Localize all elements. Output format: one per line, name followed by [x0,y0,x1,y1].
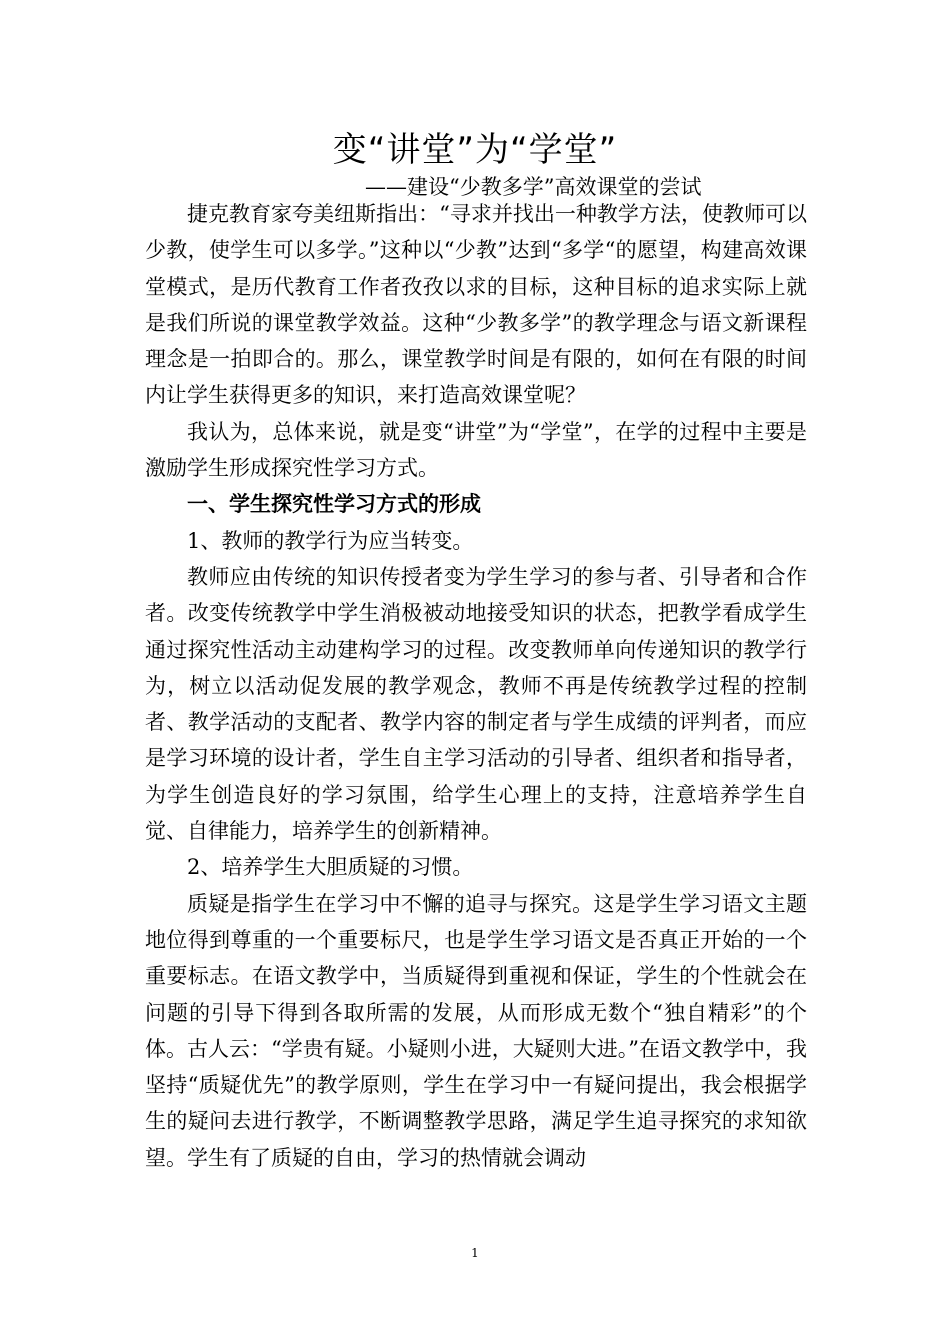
paragraph-intro: 捷克教育家夸美纽斯指出：“寻求并找出一种教学方法，使教师可以少教，使学生可以多学。”这种以“少教”达到“多学“的愿望，构建高效课堂模式，是历代教育工作者孜孜以求的目标，这种目标的追求实际上就是我们所说的课堂教学效益。这种“少教多学”的教学理念与语文新课程理念是一拍即合的。那么，课堂教学时间是有限的，如何在有限的时间内让学生获得更多的知识，来打造高效课堂呢？ [145,202,807,408]
subheading-1: 1、教师的教学行为应当转变。 [187,528,474,553]
document-title: 变“讲堂”为“学堂” [332,130,618,170]
subheading-2: 2、培养学生大胆质疑的习惯。 [187,855,474,880]
section-heading: 一、学生探究性学习方式的形成 [187,491,481,517]
paragraph-teacher-role: 教师应由传统的知识传授者变为学生学习的参与者、引导者和合作者。改变传统教学中学生消极被动地接受知识的状态，把教学看成学生通过探究性活动主动建构学习的过程。改变教师单向传递知识的教学行为，树立以活动促发展的教学观念，教师不再是传统教学过程的控制者、教学活动的支配者、教学内容的制定者与学生成绩的评判者，而应是学习环境的设计者，学生自主学习活动的引导者、组织者和指导者，为学生创造良好的学习氛围，给学生心理上的支持，注意培养学生自觉、自律能力，培养学生的创新精神。 [145,564,807,844]
paragraph-thesis: 我认为，总体来说，就是变“讲堂”为“学堂”，在学的过程中主要是激励学生形成探究性学习方式。 [145,419,807,481]
document-body [145,196,807,1176]
paragraph-questioning: 质疑是指学生在学习中不懈的追寻与探究。这是学生学习语文主题地位得到尊重的一个重要标尺，也是学生学习语文是否真正开始的一个重要标志。在语文教学中，当质疑得到重视和保证，学生的个性就会在问题的引导下得到各取所需的发展，从而形成无数个“独自精彩”的个体。古人云：“学贵有疑。小疑则小进，大疑则大进。”在语文教学中，我坚持“质疑优先”的教学原则，学生在学习中一有疑问提出，我会根据学生的疑问去进行教学，不断调整教学思路，满足学生追寻探究的求知欲望。学生有了质疑的自由，学习的热情就会调动 [145,891,807,1170]
document-subtitle: ——建设“少教多学”高效课堂的尝试 [365,175,702,199]
page-number: 1 [471,1246,479,1260]
